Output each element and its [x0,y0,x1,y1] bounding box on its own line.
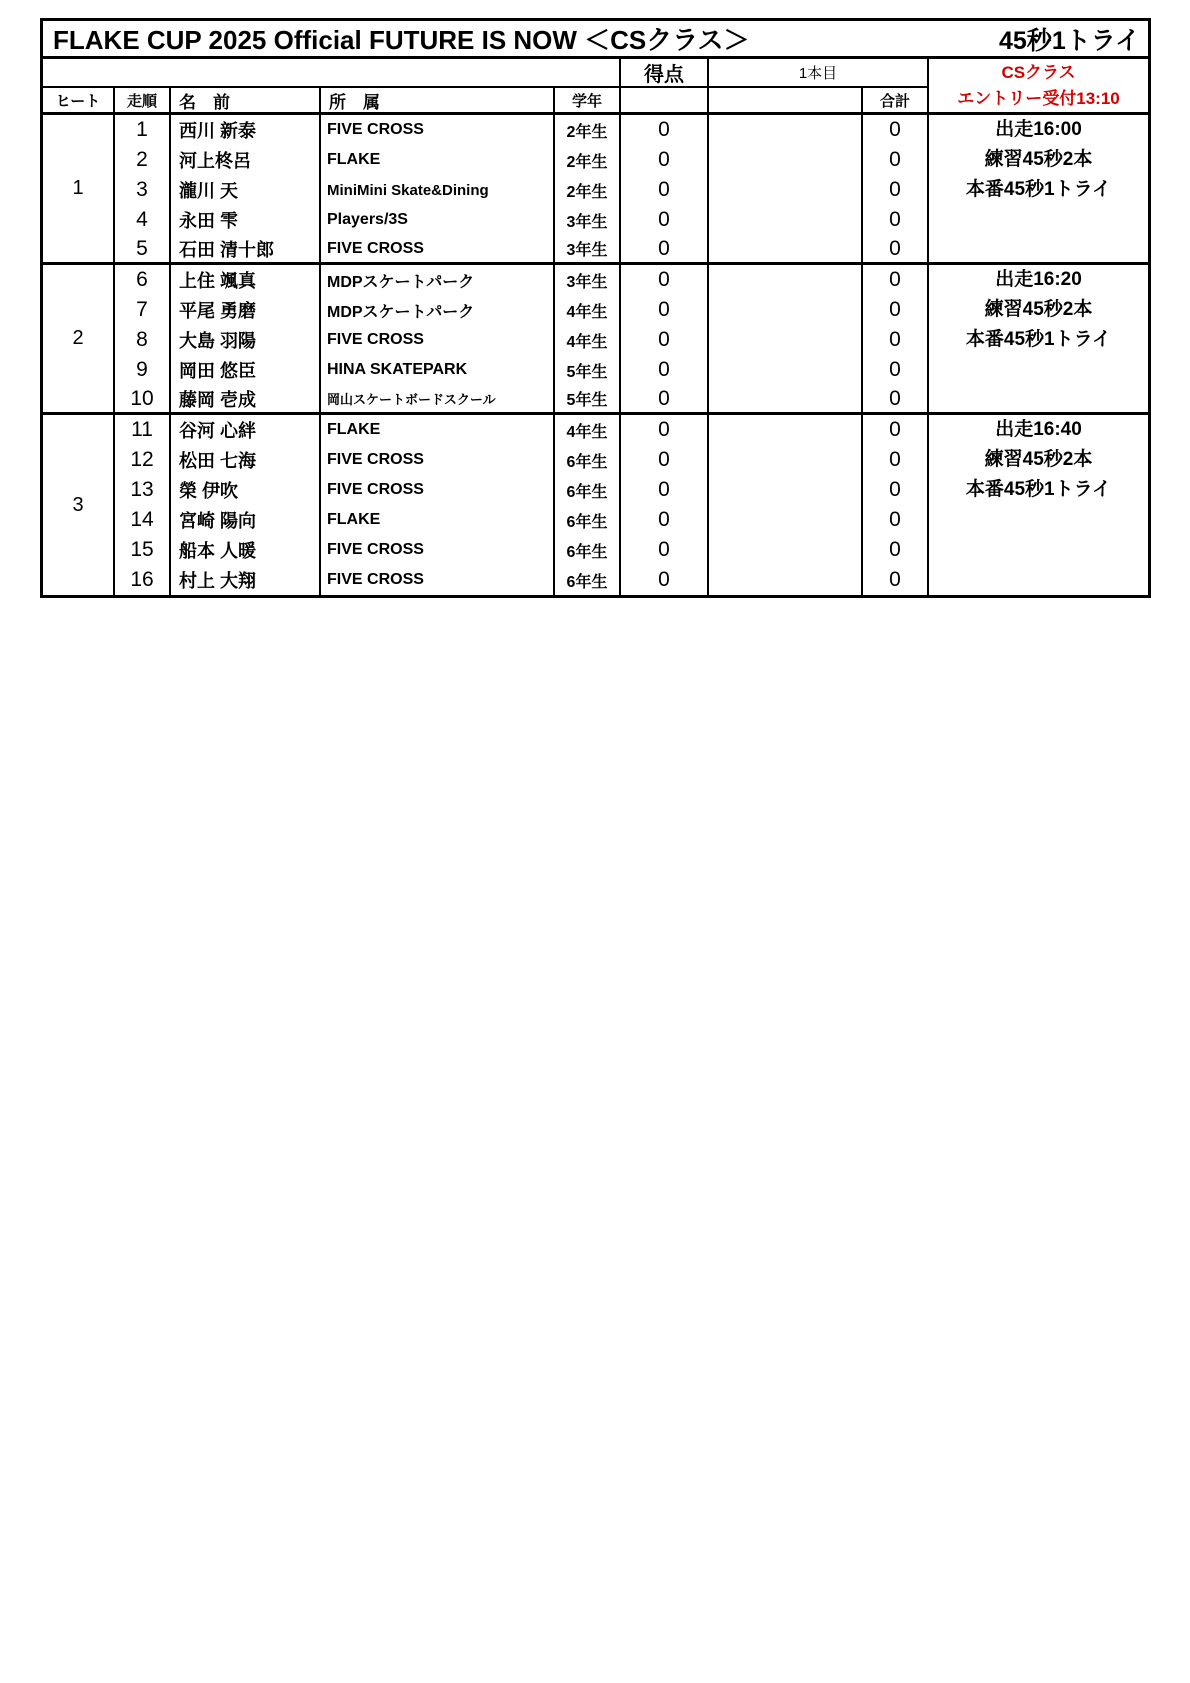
club-cell: MDPスケートパーク [321,295,555,325]
score-cell: 0 [621,205,709,235]
col-header-club: 所 属 [321,88,555,115]
note-line: 練習45秒2本 [984,299,1093,320]
grade-cell: 3年生 [555,235,621,265]
class-label: CSクラス [1001,62,1076,82]
entry-reception-time: エントリー受付13:10 [957,88,1120,108]
total-cell: 0 [863,265,929,295]
heat-number-cell: 2 [43,265,115,415]
note-line: 出走16:40 [995,419,1082,440]
club-cell: FIVE CROSS [321,325,555,355]
run1-cell [709,265,863,295]
name-cell: 大島 羽陽 [171,325,321,355]
heat-notes-cell [929,115,1148,265]
run-order-cell: 15 [115,535,171,565]
grade-cell: 2年生 [555,115,621,145]
name-cell: 宮崎 陽向 [171,505,321,535]
run1-cell [709,385,863,415]
score-cell: 0 [621,145,709,175]
total-cell: 0 [863,115,929,145]
score-cell: 0 [621,115,709,145]
run-order-cell: 3 [115,175,171,205]
total-cell: 0 [863,205,929,235]
run1-cell [709,445,863,475]
name-cell: 藤岡 壱成 [171,385,321,415]
entry-list-table [40,18,1151,598]
total-cell: 0 [863,565,929,595]
note-line: 本番45秒1トライ [965,479,1112,500]
note-line: 練習45秒2本 [984,449,1093,470]
score-cell: 0 [621,415,709,445]
run1-header-spacer [709,88,863,115]
total-cell: 0 [863,355,929,385]
total-cell: 0 [863,535,929,565]
name-cell: 榮 伊吹 [171,475,321,505]
total-cell: 0 [863,175,929,205]
run1-cell [709,475,863,505]
run1-cell [709,175,863,205]
note-line: 本番45秒1トライ [965,329,1112,350]
name-cell: 西川 新泰 [171,115,321,145]
club-cell: HINA SKATEPARK [321,355,555,385]
run1-cell [709,145,863,175]
run-order-cell: 9 [115,355,171,385]
club-cell: FIVE CROSS [321,235,555,265]
club-cell: Players/3S [321,205,555,235]
col-header-order: 走順 [115,88,171,115]
name-cell: 村上 大翔 [171,565,321,595]
run1-cell [709,355,863,385]
score-cell: 0 [621,445,709,475]
col-header-total: 合計 [863,88,929,115]
score-cell: 0 [621,355,709,385]
grade-cell: 2年生 [555,145,621,175]
run-order-cell: 4 [115,205,171,235]
grade-cell: 3年生 [555,205,621,235]
grade-cell: 6年生 [555,565,621,595]
run1-cell [709,115,863,145]
run-order-cell: 1 [115,115,171,145]
score-cell: 0 [621,505,709,535]
run1-cell [709,565,863,595]
header-spacer [43,59,621,88]
total-cell: 0 [863,295,929,325]
score-cell: 0 [621,325,709,355]
class-info-cell [929,59,1148,115]
trial-format-label: 45秒1トライ [999,26,1140,55]
run1-cell [709,235,863,265]
club-cell: FIVE CROSS [321,565,555,595]
name-cell: 松田 七海 [171,445,321,475]
score-cell: 0 [621,535,709,565]
grade-cell: 5年生 [555,355,621,385]
club-cell: FLAKE [321,415,555,445]
heat-notes-cell [929,265,1148,415]
name-cell: 平尾 勇磨 [171,295,321,325]
note-line: 出走16:00 [995,119,1082,140]
total-cell: 0 [863,145,929,175]
club-cell: FLAKE [321,145,555,175]
run-order-cell: 13 [115,475,171,505]
club-cell: FIVE CROSS [321,475,555,505]
run1-cell [709,205,863,235]
name-cell: 河上柊呂 [171,145,321,175]
club-cell: FLAKE [321,505,555,535]
col-header-run1: 1本目 [709,59,929,88]
note-line: 出走16:20 [995,269,1082,290]
total-cell: 0 [863,415,929,445]
title-bar [43,21,1148,59]
name-cell: 谷河 心絆 [171,415,321,445]
name-cell: 岡田 悠臣 [171,355,321,385]
club-cell: MDPスケートパーク [321,265,555,295]
score-cell: 0 [621,175,709,205]
total-cell: 0 [863,475,929,505]
grade-cell: 2年生 [555,175,621,205]
grade-cell: 6年生 [555,445,621,475]
club-cell: FIVE CROSS [321,535,555,565]
heat-notes-cell [929,415,1148,595]
note-line: 練習45秒2本 [984,149,1093,170]
name-cell: 瀧川 天 [171,175,321,205]
run-order-cell: 10 [115,385,171,415]
club-cell: 岡山スケートボードスクール [321,385,555,415]
run-order-cell: 6 [115,265,171,295]
total-cell: 0 [863,445,929,475]
grade-cell: 4年生 [555,325,621,355]
name-cell: 永田 雫 [171,205,321,235]
run-order-cell: 14 [115,505,171,535]
club-cell: FIVE CROSS [321,445,555,475]
name-cell: 船本 人暖 [171,535,321,565]
name-cell: 上住 颯真 [171,265,321,295]
name-cell: 石田 清十郎 [171,235,321,265]
score-cell: 0 [621,295,709,325]
score-cell: 0 [621,565,709,595]
grade-cell: 6年生 [555,505,621,535]
col-header-name: 名 前 [171,88,321,115]
run-order-cell: 8 [115,325,171,355]
heat-number-cell: 3 [43,415,115,595]
club-cell: MiniMini Skate&Dining [321,175,555,205]
total-cell: 0 [863,505,929,535]
heat-number-cell: 1 [43,115,115,265]
grade-cell: 4年生 [555,295,621,325]
run1-cell [709,325,863,355]
club-cell: FIVE CROSS [321,115,555,145]
run-order-cell: 7 [115,295,171,325]
run-order-cell: 11 [115,415,171,445]
total-cell: 0 [863,325,929,355]
col-header-score: 得点 [621,59,709,88]
score-header-spacer [621,88,709,115]
col-header-heat: ヒート [43,88,115,115]
grade-cell: 5年生 [555,385,621,415]
total-cell: 0 [863,385,929,415]
page-title: FLAKE CUP 2025 Official FUTURE IS NOW ＜CSクラス＞ [53,25,750,55]
grade-cell: 6年生 [555,475,621,505]
run-order-cell: 5 [115,235,171,265]
total-cell: 0 [863,235,929,265]
score-cell: 0 [621,385,709,415]
run1-cell [709,415,863,445]
run-order-cell: 12 [115,445,171,475]
score-cell: 0 [621,235,709,265]
run1-cell [709,535,863,565]
run1-cell [709,505,863,535]
grade-cell: 4年生 [555,415,621,445]
col-header-grade: 学年 [555,88,621,115]
grade-cell: 3年生 [555,265,621,295]
run-order-cell: 16 [115,565,171,595]
note-line: 本番45秒1トライ [965,179,1112,200]
score-cell: 0 [621,265,709,295]
run-order-cell: 2 [115,145,171,175]
grade-cell: 6年生 [555,535,621,565]
run1-cell [709,295,863,325]
score-cell: 0 [621,475,709,505]
